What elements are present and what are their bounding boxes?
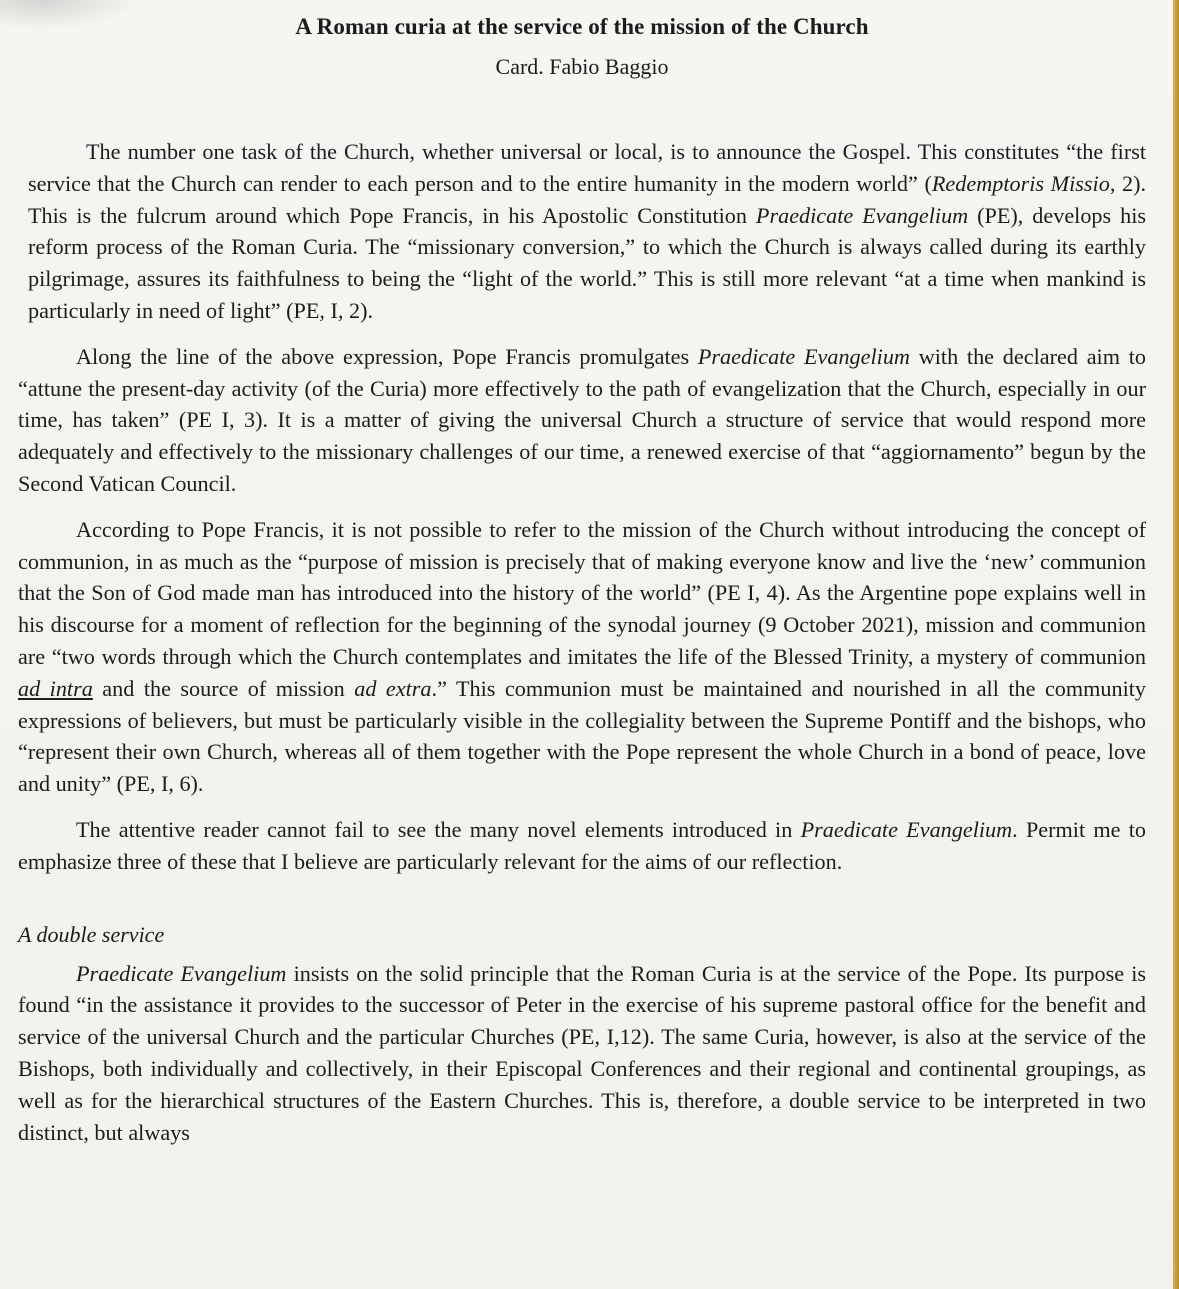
paragraph-text: According to Pope Francis, it is not possible to refer to the mission of the Church without introducing the concept of communion, in as much as the “purpose of mission is precisely that of making everyone know and live the ‘new’ communion that the Son of God made man has introduced into the history of the world” (PE I, 4). As the Argentine pope explains well in his discourse for a moment of reflection for the beginning of the synodal journey (9 October 2021), mission and communion are “two words through which the Church contemplates and imitates the life of the Blessed Trinity, a mystery of communion (18, 516, 1146, 669)
section-heading: A double service (18, 921, 165, 947)
paragraph-5 (18, 958, 1146, 1149)
italic-underlined-term: ad intra (18, 675, 93, 701)
paragraph-1 (28, 136, 1146, 327)
paragraph-text: (PE), develops his reform process of the Roman Curia. The “missionary conversion,” to which the Church is always called during its earthly pilgrimage, assures its faithfulness to being the “light of the world.” This is still more relevant “at a time when mankind is particularly in need of light” (PE, I, 2). (28, 202, 1146, 323)
document-title: A Roman curia at the service of the mission of the Church (295, 14, 869, 39)
paragraph-text: insists on the solid principle that the Roman Curia is at the service of the Pope. Its purpose is found “in the assistance it provides to the successor of Peter in the exercise of his supreme pastoral office for the benefit and service of the universal Church and the particular Churches (PE, I,12). The same Curia, however, is also at the service of the Bishops, both individually and collectively, in their Episcopal Conferences and their regional and continental groupings, as well as for the hierarchical structures of the Eastern Churches. This is, therefore, a double service to be interpreted in two distinct, but always (18, 960, 1146, 1145)
paragraph-text: . Permit me to emphasize three of these that I believe are particularly relevant for the aims of our reflection. (18, 816, 1146, 874)
document-body (18, 136, 1146, 1148)
paragraph-text: Along the line of the above expression, Pope Francis promulgates (76, 343, 698, 369)
italic-citation: Praedicate Evangelium (755, 202, 969, 228)
paragraph-text: , 2). This is the fulcrum around which Pope Francis, in his Apostolic Constitution (28, 170, 1146, 228)
document-author: Card. Fabio Baggio (495, 54, 669, 79)
paragraph-text: .” This communion must be maintained and nourished in all the community expressions of believers, but must be particularly visible in the collegiality between the Supreme Pontiff and the bishops, who “represent their own Church, whereas all of them together with the Pope represent the whole Church in a bond of peace, love and unity” (PE, I, 6). (18, 675, 1147, 797)
italic-citation: Praedicate Evangelium (76, 960, 287, 986)
paragraph-3 (18, 514, 1146, 800)
paragraph-text: with the declared aim to “attune the present-day activity (of the Curia) more effectively to the path of evangelization that the Church, especially in our time, has taken” (PE I, 3). It is a matter of giving the universal Church a structure of service that would respond more adequately and effectively to the missionary challenges of our time, a renewed exercise of that “aggiornamento” begun by the Second Vatican Council. (18, 343, 1146, 496)
page-edge (1173, 0, 1179, 1289)
paragraph-text: The attentive reader cannot fail to see the many novel elements introduced in (76, 816, 801, 842)
italic-citation: Praedicate Evangelium (697, 343, 910, 369)
paragraph-text: and the source of mission (92, 675, 355, 701)
paragraph-2 (18, 341, 1146, 500)
italic-citation: Praedicate Evangelium (800, 816, 1013, 842)
italic-term: ad extra (354, 675, 432, 701)
paragraph-4 (18, 814, 1146, 878)
document-content (18, 8, 1146, 1162)
italic-citation: Redemptoris Missio (931, 170, 1110, 196)
paragraph-text: The number one task of the Church, whether universal or local, is to announce the Gospel. This constitutes “the first service that the Church can render to each person and to the entire humanity in the modern world” ( (28, 139, 1146, 196)
